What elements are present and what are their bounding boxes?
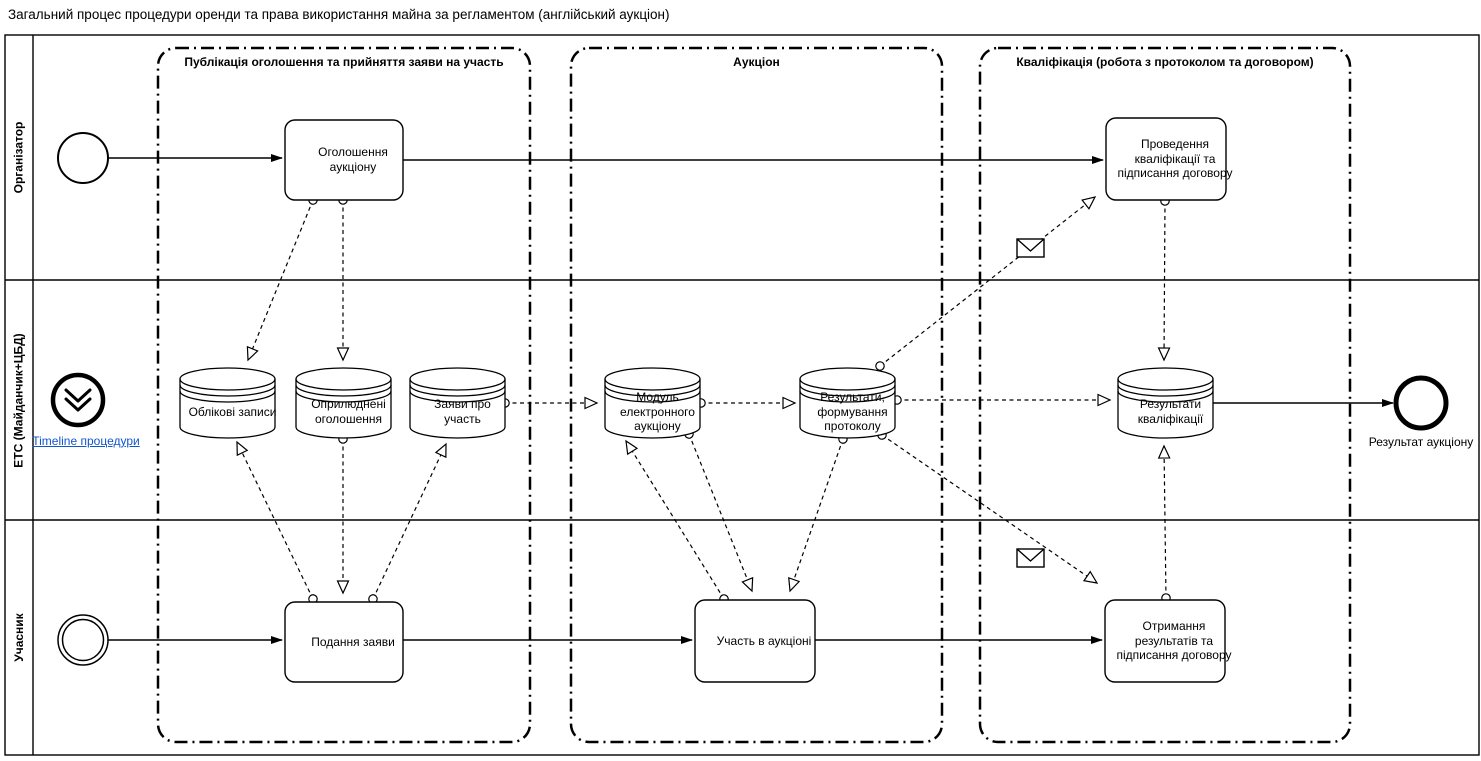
datastore-auction-module-label: Модуль електронного аукціону bbox=[620, 390, 695, 434]
datastore-applications-label: Заяви про участь bbox=[434, 397, 491, 426]
task-receive-label: Отримання результатів та підписання договору bbox=[1116, 619, 1232, 663]
task-qualify-label: Проведення кваліфікації та підписання договору bbox=[1117, 137, 1233, 181]
lane-label-ets: ЕТС (Майданчик+ЦБД) bbox=[11, 333, 26, 468]
end-event-auction-result bbox=[1396, 378, 1446, 428]
start-event-organizer bbox=[58, 133, 108, 183]
lane-label-participant: Учасник bbox=[12, 613, 27, 662]
assoc-results-to-qualify-message bbox=[880, 197, 1095, 366]
datastore-published-label: Оприлюднені оголошення bbox=[311, 397, 386, 426]
group-header-publication: Публікація оголошення та прийняття заяви на участь bbox=[184, 54, 504, 69]
assoc-apply-to-applications bbox=[373, 444, 446, 599]
diagram-title: Загальний процес процедури оренди та права використання майна за регламентом (англійський аукціон) bbox=[8, 6, 670, 22]
message-icon bbox=[1017, 549, 1044, 567]
end-event-label: Результат аукціону bbox=[1368, 434, 1474, 449]
datastore-qualification-results-label: Результати кваліфікації bbox=[1137, 397, 1204, 426]
assoc-receive-to-qualresults bbox=[1164, 446, 1166, 598]
assoc-results-to-receive-message bbox=[882, 435, 1097, 583]
task-apply-label: Подання заяви bbox=[311, 634, 395, 649]
group-header-auction: Аукціон bbox=[733, 54, 780, 69]
datastore-accounts-label: Облікові записи bbox=[188, 404, 277, 419]
task-announce-label: Оголошення аукціону bbox=[318, 145, 388, 174]
assoc-module-to-participate bbox=[689, 434, 752, 591]
timeline-link[interactable]: Timeline процедури bbox=[32, 433, 140, 448]
datastore-results-protocol-label: Результати, формування протоколу bbox=[817, 390, 888, 434]
lane-label-organizer: Організатор bbox=[11, 121, 26, 194]
assoc-results-to-participate bbox=[790, 439, 843, 591]
task-participate-label: Участь в аукціоні bbox=[716, 633, 812, 648]
timeline-icon bbox=[53, 375, 103, 425]
start-event-participant bbox=[58, 615, 108, 665]
message-icon bbox=[1017, 239, 1044, 257]
group-header-qualification: Кваліфікація (робота з протоколом та договором) bbox=[1016, 54, 1314, 69]
